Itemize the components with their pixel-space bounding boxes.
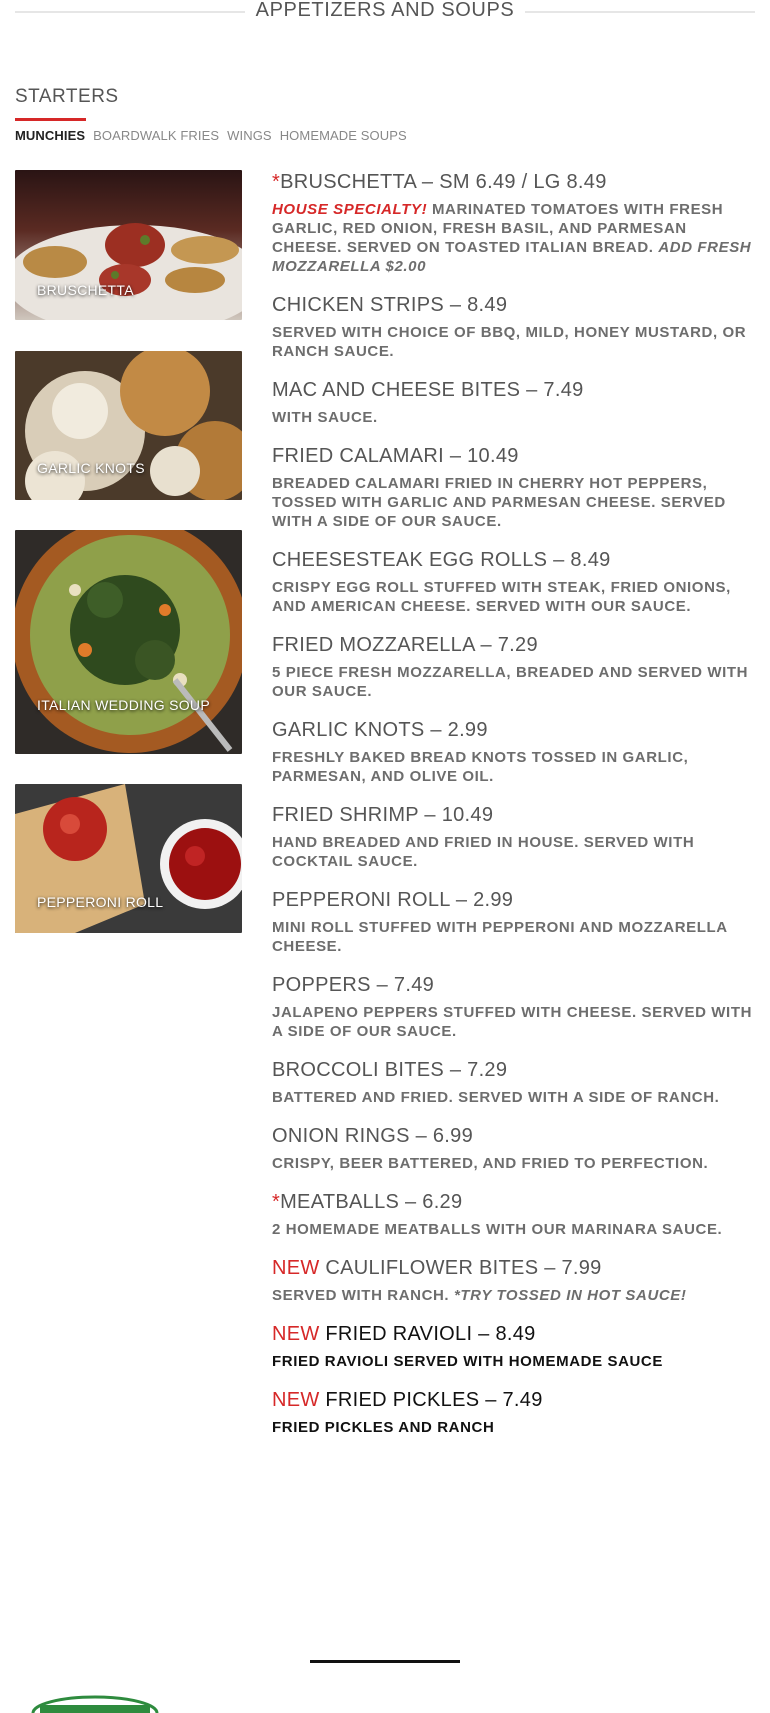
item-description <box>272 1286 757 1305</box>
menu-item <box>272 633 757 701</box>
item-description: FRESHLY BAKED BREAD KNOTS TOSSED IN GARLIC, PARMESAN, AND OLIVE OIL. <box>272 749 689 785</box>
item-name: BROCCOLI BITES – 7.29 <box>272 1059 508 1081</box>
item-name: FRIED SHRIMP – 10.49 <box>272 804 494 826</box>
item-description: 5 PIECE FRESH MOZZARELLA, BREADED AND SERVED WITH OUR SAUCE. <box>272 664 749 700</box>
item-description: 2 HOMEMADE MEATBALLS WITH OUR MARINARA SAUCE. <box>272 1221 723 1238</box>
menu-item <box>272 293 757 361</box>
menu-item <box>272 1256 757 1305</box>
section-header <box>15 0 755 26</box>
starters-title: STARTERS <box>15 86 119 107</box>
item-description: HAND BREADED AND FRIED IN HOUSE. SERVED WITH COCKTAIL SAUCE. <box>272 834 695 870</box>
house-specialty-label: HOUSE SPECIALTY! <box>272 201 428 218</box>
menu-item <box>272 1388 757 1437</box>
item-description: BREADED CALAMARI FRIED IN CHERRY HOT PEPPERS, TOSSED WITH GARLIC AND PARMESAN CHEESE. SERVED WITH A SIDE OF OUR SAUCE. <box>272 475 726 530</box>
menu-item <box>272 1058 757 1107</box>
new-badge: NEW <box>272 1389 320 1411</box>
tab-homemade-soups[interactable]: HOMEMADE SOUPS <box>279 128 407 143</box>
menu-item <box>272 718 757 786</box>
logo-icon <box>30 1683 160 1713</box>
garlic-knots-photo-icon <box>15 351 242 500</box>
item-name: CHEESESTEAK EGG ROLLS – 8.49 <box>272 549 611 571</box>
item-name: FRIED PICKLES – 7.49 <box>319 1389 543 1411</box>
item-extra: ADD FRESH MOZZARELLA $2.00 <box>272 239 752 275</box>
menu-item <box>272 1322 757 1371</box>
tab-wings[interactable]: WINGS <box>227 128 272 143</box>
menu-item <box>272 1124 757 1173</box>
item-description: FRIED RAVIOLI SERVED WITH HOMEMADE SAUCE <box>272 1353 663 1370</box>
menu-item <box>272 803 757 871</box>
thumbnail-caption: GARLIC KNOTS <box>37 460 145 476</box>
item-name: POPPERS – 7.49 <box>272 974 435 996</box>
menu-item <box>272 548 757 616</box>
menu-list <box>272 170 757 1437</box>
item-name: CHICKEN STRIPS – 8.49 <box>272 294 508 316</box>
item-name: GARLIC KNOTS – 2.99 <box>272 719 488 741</box>
item-title <box>272 1388 757 1412</box>
menu-item <box>272 973 757 1041</box>
item-name: MAC AND CHEESE BITES – 7.49 <box>272 379 584 401</box>
new-badge: NEW <box>272 1257 320 1279</box>
item-name: BRUSCHETTA – SM 6.49 / LG 8.49 <box>280 171 607 193</box>
menu-item <box>272 378 757 427</box>
item-name: FRIED CALAMARI – 10.49 <box>272 445 519 467</box>
item-description: FRIED PICKLES AND RANCH <box>272 1419 495 1436</box>
thumbnail-caption: ITALIAN WEDDING SOUP <box>37 697 210 713</box>
thumbnail-italian-wedding-soup[interactable] <box>15 530 242 754</box>
thumbnail-caption: BRUSCHETTA <box>37 282 134 298</box>
thumbnail-bruschetta[interactable] <box>15 170 242 320</box>
thumbnail-pepperoni-roll[interactable] <box>15 784 242 933</box>
item-desc-text: MARINATED TOMATOES WITH FRESH GARLIC, RED ONION, FRESH BASIL, AND PARMESAN CHEESE. SERVED ON TOASTED ITALIAN BREAD. <box>272 201 724 256</box>
item-title <box>272 1190 757 1214</box>
asterisk-icon: * <box>272 171 281 193</box>
starters-underline <box>15 118 86 121</box>
menu-item <box>272 444 757 531</box>
tab-munchies[interactable]: MUNCHIES <box>15 128 86 143</box>
item-description: WITH SAUCE. <box>272 409 378 426</box>
item-desc-text: SERVED WITH RANCH. <box>272 1287 454 1304</box>
item-name: CAULIFLOWER BITES – 7.99 <box>319 1257 602 1279</box>
thumbnail-caption: PEPPERONI ROLL <box>37 894 164 910</box>
item-description: BATTERED AND FRIED. SERVED WITH A SIDE OF RANCH. <box>272 1089 720 1106</box>
item-description <box>272 200 757 276</box>
section-title: APPETIZERS AND SOUPS <box>255 0 515 21</box>
item-name: MEATBALLS – 6.29 <box>280 1191 463 1213</box>
item-extra: *TRY TOSSED IN HOT SAUCE! <box>453 1287 687 1304</box>
menu-item <box>272 170 757 276</box>
item-description: SERVED WITH CHOICE OF BBQ, MILD, HONEY MUSTARD, OR RANCH SAUCE. <box>272 324 747 360</box>
footer-divider <box>310 1660 460 1663</box>
item-description: CRISPY, BEER BATTERED, AND FRIED TO PERFECTION. <box>272 1155 709 1172</box>
item-description: CRISPY EGG ROLL STUFFED WITH STEAK, FRIED ONIONS, AND AMERICAN CHEESE. SERVED WITH OUR SAUCE. <box>272 579 731 615</box>
category-tabs <box>15 128 407 143</box>
asterisk-icon: * <box>272 1191 281 1213</box>
item-description: MINI ROLL STUFFED WITH PEPPERONI AND MOZZARELLA CHEESE. <box>272 919 728 955</box>
item-title <box>272 170 757 194</box>
item-name: ONION RINGS – 6.99 <box>272 1125 474 1147</box>
thumbnail-garlic-knots[interactable] <box>15 351 242 500</box>
item-name: PEPPERONI ROLL – 2.99 <box>272 889 514 911</box>
soup-photo-icon <box>15 530 242 754</box>
item-description: JALAPENO PEPPERS STUFFED WITH CHEESE. SERVED WITH A SIDE OF OUR SAUCE. <box>272 1004 753 1040</box>
new-badge: NEW <box>272 1323 320 1345</box>
tab-boardwalk-fries[interactable]: BOARDWALK FRIES <box>93 128 220 143</box>
menu-item <box>272 1190 757 1239</box>
item-name: FRIED RAVIOLI – 8.49 <box>319 1323 536 1345</box>
menu-item <box>272 888 757 956</box>
item-name: FRIED MOZZARELLA – 7.29 <box>272 634 538 656</box>
item-title <box>272 1256 757 1280</box>
divider-right <box>525 11 755 13</box>
item-title <box>272 1322 757 1346</box>
